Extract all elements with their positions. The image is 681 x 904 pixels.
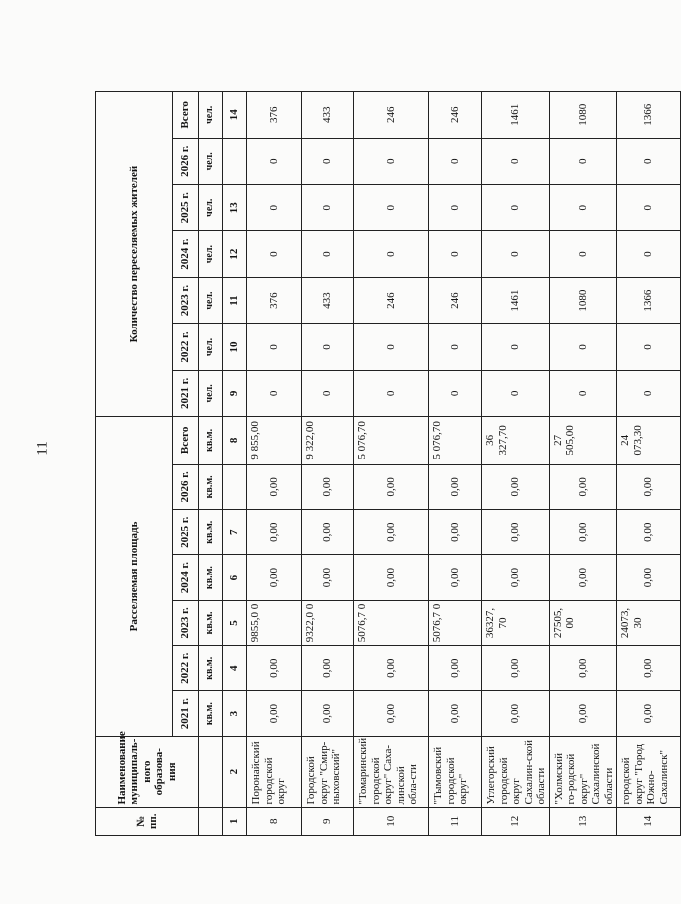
column-index: 4: [223, 646, 247, 691]
people-cell: 0: [617, 231, 681, 277]
unit-area: кв.м.: [199, 555, 223, 600]
area-cell: 5 076,70: [354, 417, 429, 465]
area-cell: 0,00: [482, 691, 550, 736]
table-row: [302, 92, 354, 836]
people-cell: 0: [429, 231, 482, 277]
municipality-name: городской округ "Город Южно-Сахалинск": [617, 736, 681, 807]
row-number: 14: [617, 807, 681, 835]
people-cell: 0: [482, 138, 550, 184]
people-cell: 246: [429, 277, 482, 323]
people-cell: 0: [247, 370, 302, 416]
people-cell: 0: [429, 185, 482, 231]
people-cell: 1461: [482, 277, 550, 323]
people-cell: 433: [302, 92, 354, 139]
column-index-row: [223, 92, 247, 836]
people-cell: 0: [549, 231, 617, 277]
people-cell: 1461: [482, 92, 550, 139]
area-cell: 36327, 70: [482, 600, 550, 645]
area-cell: 0,00: [617, 691, 681, 736]
header-years-row: [173, 92, 199, 836]
people-cell: 246: [354, 277, 429, 323]
unit-area: кв.м.: [199, 600, 223, 645]
row-number: 11: [429, 807, 482, 835]
column-index: 6: [223, 555, 247, 600]
area-cell: 0,00: [429, 646, 482, 691]
area-cell: 0,00: [354, 555, 429, 600]
people-cell: 0: [247, 138, 302, 184]
people-cell: 0: [247, 324, 302, 370]
unit-area: кв.м.: [199, 646, 223, 691]
year-header: Всего: [173, 417, 199, 465]
column-index: 14: [223, 92, 247, 139]
column-index: 13: [223, 185, 247, 231]
area-cell: 0,00: [302, 691, 354, 736]
people-cell: 0: [302, 370, 354, 416]
year-header: 2022 г.: [173, 646, 199, 691]
area-cell: 0,00: [247, 646, 302, 691]
people-cell: 0: [354, 185, 429, 231]
unit-area: кв.м.: [199, 510, 223, 555]
rotated-table-container: [95, 91, 670, 836]
header-area-group: Расселяемая площадь: [96, 417, 173, 737]
municipality-name: "Томаринский городской округ" Саха-линской обла-сти: [354, 736, 429, 807]
unit-blank: [199, 807, 223, 835]
year-header: 2024 г.: [173, 555, 199, 600]
people-cell: 0: [429, 370, 482, 416]
area-cell: 0,00: [302, 555, 354, 600]
area-cell: 5076,7 0: [354, 600, 429, 645]
people-cell: 0: [617, 324, 681, 370]
table-row: [617, 92, 681, 836]
people-cell: 0: [302, 231, 354, 277]
people-cell: 0: [617, 370, 681, 416]
area-cell: 0,00: [247, 464, 302, 509]
year-header: 2023 г.: [173, 277, 199, 323]
people-cell: 0: [354, 138, 429, 184]
area-cell: 0,00: [354, 646, 429, 691]
area-cell: 0,00: [482, 646, 550, 691]
area-cell: 24073, 30: [617, 600, 681, 645]
year-header: Всего: [173, 92, 199, 139]
area-cell: 36 327,70: [482, 417, 550, 465]
unit-people: чел.: [199, 92, 223, 139]
people-cell: 0: [482, 370, 550, 416]
unit-area: кв.м.: [199, 691, 223, 736]
people-cell: 0: [302, 324, 354, 370]
unit-people: чел.: [199, 185, 223, 231]
column-index: [223, 138, 247, 184]
column-index: 9: [223, 370, 247, 416]
people-cell: 0: [482, 185, 550, 231]
people-cell: 0: [302, 138, 354, 184]
people-cell: 0: [549, 370, 617, 416]
area-cell: 0,00: [302, 646, 354, 691]
unit-people: чел.: [199, 231, 223, 277]
area-cell: 0,00: [549, 555, 617, 600]
area-cell: 0,00: [247, 691, 302, 736]
people-cell: 433: [302, 277, 354, 323]
area-cell: 0,00: [549, 691, 617, 736]
row-number: 8: [247, 807, 302, 835]
header-num: № пп.: [96, 807, 199, 835]
people-cell: 1366: [617, 277, 681, 323]
people-cell: 0: [617, 185, 681, 231]
table-row: [429, 92, 482, 836]
people-cell: 246: [429, 92, 482, 139]
column-index: 12: [223, 231, 247, 277]
municipality-name: "Тымовский городской округ": [429, 736, 482, 807]
area-cell: 0,00: [617, 646, 681, 691]
area-cell: 27 505,00: [549, 417, 617, 465]
people-cell: 0: [549, 324, 617, 370]
year-header: 2021 г.: [173, 370, 199, 416]
area-cell: 0,00: [429, 555, 482, 600]
row-number: 9: [302, 807, 354, 835]
header-units-row: [199, 92, 223, 836]
area-cell: 0,00: [429, 510, 482, 555]
column-index: 7: [223, 510, 247, 555]
table-row: [549, 92, 617, 836]
area-cell: 0,00: [482, 555, 550, 600]
people-cell: 0: [247, 185, 302, 231]
area-cell: 0,00: [247, 510, 302, 555]
header-people-group: Количество переселяемых жителей: [96, 92, 173, 417]
column-index: 11: [223, 277, 247, 323]
people-cell: 376: [247, 92, 302, 139]
year-header: 2026 г.: [173, 138, 199, 184]
people-cell: 0: [429, 324, 482, 370]
year-header: 2026 г.: [173, 464, 199, 509]
area-cell: 0,00: [617, 464, 681, 509]
municipality-name: Городской округ "Смир-ныховский": [302, 736, 354, 807]
column-index: [223, 464, 247, 509]
year-header: 2022 г.: [173, 324, 199, 370]
column-index: 10: [223, 324, 247, 370]
area-cell: 0,00: [354, 691, 429, 736]
area-cell: 5 076,70: [429, 417, 482, 465]
people-cell: 1080: [549, 92, 617, 139]
area-cell: 27505, 00: [549, 600, 617, 645]
unit-area: кв.м.: [199, 464, 223, 509]
people-cell: 0: [429, 138, 482, 184]
area-cell: 0,00: [302, 464, 354, 509]
year-header: 2023 г.: [173, 600, 199, 645]
column-index: 5: [223, 600, 247, 645]
area-cell: 0,00: [354, 510, 429, 555]
year-header: 2025 г.: [173, 510, 199, 555]
people-cell: 0: [482, 231, 550, 277]
people-cell: 1366: [617, 92, 681, 139]
unit-area: кв.м.: [199, 417, 223, 465]
column-index: 3: [223, 691, 247, 736]
area-cell: 0,00: [302, 510, 354, 555]
area-cell: 0,00: [549, 646, 617, 691]
unit-people: чел.: [199, 370, 223, 416]
people-cell: 0: [549, 185, 617, 231]
table-body: [247, 92, 681, 836]
municipality-name: Поронайский городской округ: [247, 736, 302, 807]
area-cell: 9 322,00: [302, 417, 354, 465]
year-header: 2025 г.: [173, 185, 199, 231]
row-number: 12: [482, 807, 550, 835]
people-cell: 0: [247, 231, 302, 277]
header-name: Наименование муниципаль-ного образова-ния: [96, 736, 199, 807]
unit-blank: [199, 736, 223, 807]
area-cell: 0,00: [482, 510, 550, 555]
table-row: [354, 92, 429, 836]
area-cell: 5076,7 0: [429, 600, 482, 645]
area-cell: 0,00: [549, 510, 617, 555]
people-cell: 0: [354, 231, 429, 277]
area-cell: 0,00: [429, 464, 482, 509]
column-index: 1: [223, 807, 247, 835]
people-cell: 376: [247, 277, 302, 323]
area-cell: 0,00: [429, 691, 482, 736]
people-cell: 0: [549, 138, 617, 184]
people-cell: 0: [482, 324, 550, 370]
area-cell: 9855,0 0: [247, 600, 302, 645]
area-cell: 9 855,00: [247, 417, 302, 465]
row-number: 10: [354, 807, 429, 835]
page-number: 11: [34, 441, 51, 456]
area-cell: 0,00: [549, 464, 617, 509]
year-header: 2021 г.: [173, 691, 199, 736]
unit-people: чел.: [199, 277, 223, 323]
people-cell: 0: [302, 185, 354, 231]
municipality-name: "Холмский го-родской округ" Сахалинской области: [549, 736, 617, 807]
table-row: [482, 92, 550, 836]
area-cell: 0,00: [354, 464, 429, 509]
year-header: 2024 г.: [173, 231, 199, 277]
column-index: 8: [223, 417, 247, 465]
people-cell: 0: [354, 324, 429, 370]
municipality-name: Углегорский городской округ Сахалин-ской области: [482, 736, 550, 807]
area-cell: 0,00: [482, 464, 550, 509]
unit-people: чел.: [199, 138, 223, 184]
people-cell: 1080: [549, 277, 617, 323]
area-cell: 0,00: [247, 555, 302, 600]
area-cell: 24 073,30: [617, 417, 681, 465]
row-number: 13: [549, 807, 617, 835]
people-cell: 246: [354, 92, 429, 139]
people-cell: 0: [617, 138, 681, 184]
area-cell: 9322,0 0: [302, 600, 354, 645]
people-cell: 0: [354, 370, 429, 416]
column-index: 2: [223, 736, 247, 807]
resettlement-table: [95, 91, 681, 836]
unit-people: чел.: [199, 324, 223, 370]
area-cell: 0,00: [617, 555, 681, 600]
area-cell: 0,00: [617, 510, 681, 555]
table-row: [247, 92, 302, 836]
